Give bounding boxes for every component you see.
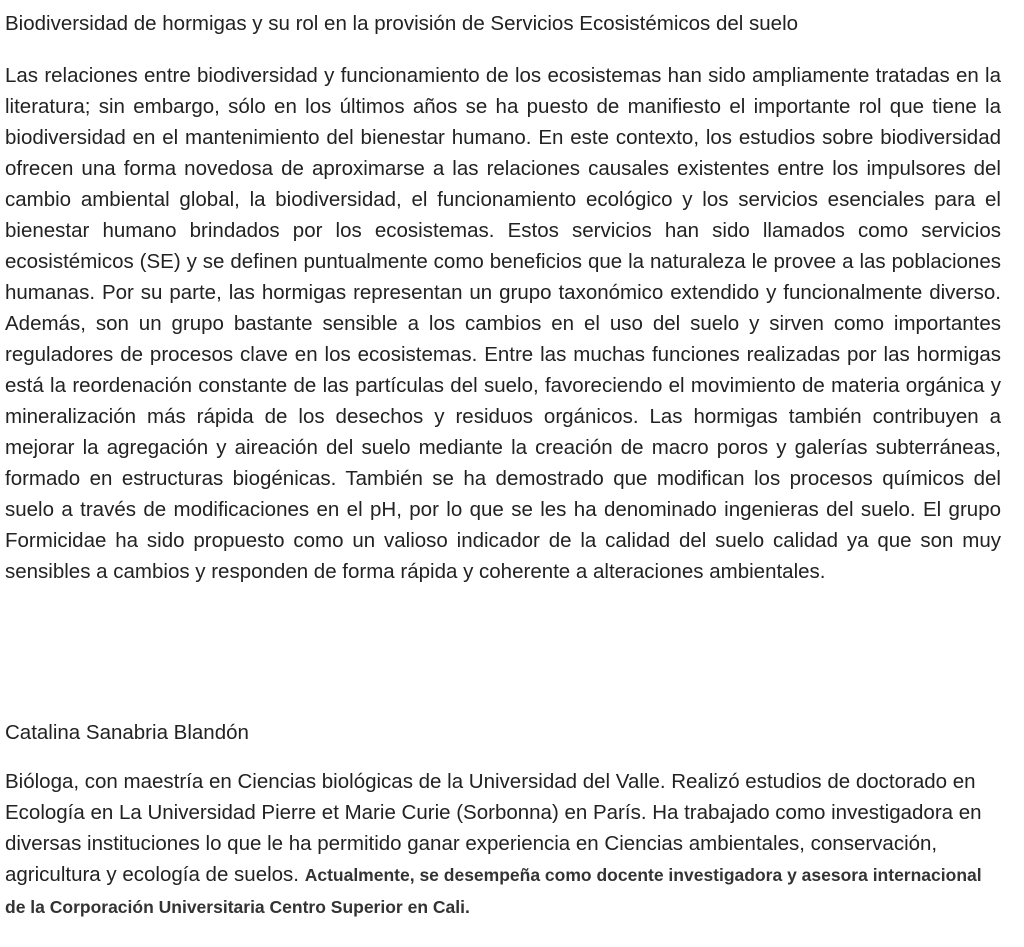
- author-bio: [5, 766, 1001, 923]
- document-title: Biodiversidad de hormigas y su rol en la provisión de Servicios Ecosistémicos del suelo: [5, 12, 799, 35]
- author-name: Catalina Sanabria Blandón: [5, 721, 249, 744]
- author-bio-current-position: Actualmente, se desempeña como docente investigadora y asesora internacional de la Corporación Universitaria Centro Superior en Cali.: [5, 865, 982, 917]
- abstract-paragraph: Las relaciones entre biodiversidad y funcionamiento de los ecosistemas han sido ampliamente tratadas en la literatura; sin embargo, sólo en los últimos años se ha puesto de manifiesto el importante rol que tiene la biodiversidad en el mantenimiento del bienestar humano. En este contexto, los estudios sobre biodiversidad ofrecen una forma novedosa de aproximarse a las relaciones causales existentes entre los impulsores del cambio ambiental global, la biodiversidad, el funcionamiento ecológico y los servicios esenciales para el bienestar humano brindados por los ecosistemas. Estos servicios han sido llamados como servicios ecosistémicos (SE) y se definen puntualmente como beneficios que la naturaleza le provee a las poblaciones humanas. Por su parte, las hormigas representan un grupo taxonómico extendido y funcionalmente diverso. Además, son un grupo bastante sensible a los cambios en el uso del suelo y sirven como importantes reguladores de procesos clave en los ecosistemas. Entre las muchas funciones realizadas por las hormigas está la reordenación constante de las partículas del suelo, favoreciendo el movimiento de materia orgánica y mineralización más rápida de los desechos y residuos orgánicos. Las hormigas también contribuyen a mejorar la agregación y aireación del suelo mediante la creación de macro poros y galerías subterráneas, formado en estructuras biogénicas. También se ha demostrado que modifican los procesos químicos del suelo a través de modificaciones en el pH, por lo que se les ha denominado ingenieras del suelo. El grupo Formicidae ha sido propuesto como un valioso indicador de la calidad del suelo calidad ya que son muy sensibles a cambios y responden de forma rápida y coherente a alteraciones ambientales.: [5, 64, 1001, 583]
- author-bio-text: Bióloga, con maestría en Ciencias biológicas de la Universidad del Valle. Realizó estudios de doctorado en Ecología en La Universidad Pierre et Marie Curie (Sorbonna) en París. Ha trabajado como investigadora en diversas instituciones lo que le ha permitido ganar experiencia en Ciencias ambientales, conservación, agricultura y ecología de suelos.: [5, 770, 982, 886]
